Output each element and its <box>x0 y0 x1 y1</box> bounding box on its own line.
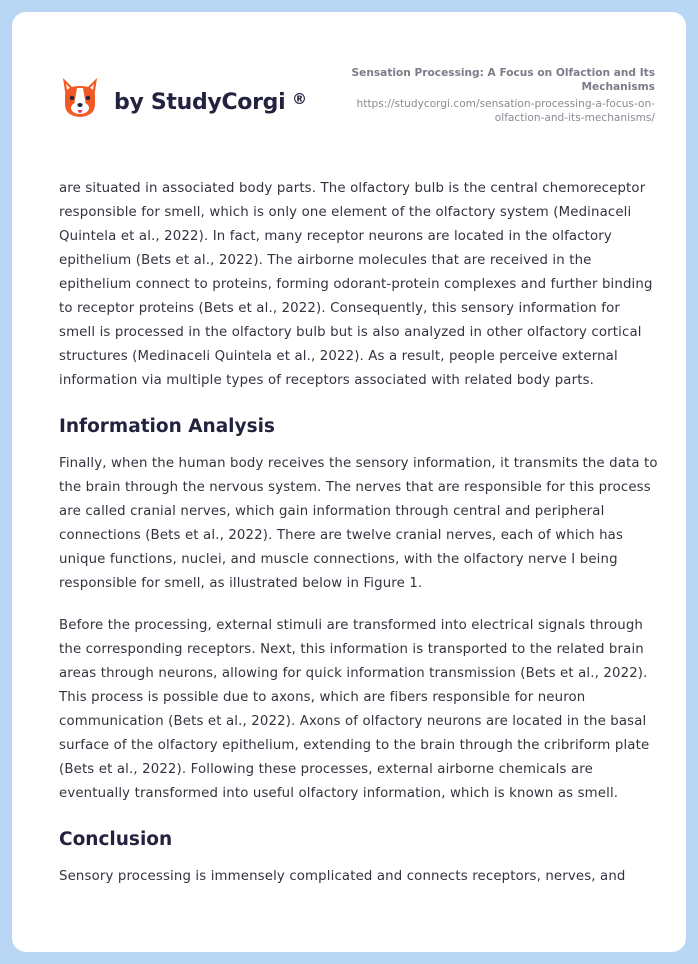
studycorgi-logo[interactable] <box>60 76 307 120</box>
paragraph-cranial-nerves: Finally, when the human body receives the sensory information, it transmits the data to the brain through the nervous system. The nerves that are responsible for this process are called cranial nerves, which gain information through central and peripheral connections (Bets et al., 2022). There are twelve cranial nerves, each of which has unique functions, nuclei, and muscle connections, with the olfactory nerve I being responsible for smell, as illustrated below in Figure 1. <box>59 456 658 591</box>
document-title: Sensation Processing: A Focus on Olfaction and Its Mechanisms <box>351 67 655 93</box>
registered-mark: ® <box>292 90 307 108</box>
heading-conclusion: Conclusion <box>59 829 173 850</box>
document-page <box>12 12 686 952</box>
document-url[interactable]: https://studycorgi.com/sensation-processing-a-focus-on-olfaction-and-its-mechanisms/ <box>356 98 655 124</box>
corgi-icon <box>60 76 100 120</box>
paragraph-conclusion: Sensory processing is immensely complicated and connects receptors, nerves, and <box>59 869 626 884</box>
heading-information-analysis: Information Analysis <box>59 416 275 437</box>
document-body <box>59 177 659 907</box>
intro-paragraph: are situated in associated body parts. The olfactory bulb is the central chemoreceptor responsible for smell, which is only one element of the olfactory system (Medinaceli Quintela et al., 2022). In fact, many receptor neurons are located in the olfactory epithelium (Bets et al., 2022). The airborne molecules that are received in the epithelium connect to proteins, forming odorant-protein complexes and further binding to receptor proteins (Bets et al., 2022). Consequently, this sensory information for smell is processed in the olfactory bulb but is also analyzed in other olfactory cortical structures (Medinaceli Quintela et al., 2022). As a result, people perceive external information via multiple types of receptors associated with related body parts. <box>59 181 653 388</box>
brand-name: by StudyCorgi <box>114 89 286 115</box>
paragraph-processing: Before the processing, external stimuli are transformed into electrical signals through the corresponding receptors. Next, this information is transported to the related brain areas through neurons, allowing for quick information transmission (Bets et al., 2022). This process is possible due to axons, which are fibers responsible for neuron communication (Bets et al., 2022). Axons of olfactory neurons are located in the basal surface of the olfactory epithelium, extending to the brain through the cribriform plate (Bets et al., 2022). Following these processes, external airborne chemicals are eventually transformed into useful olfactory information, which is known as smell. <box>59 618 650 801</box>
document-reference <box>325 66 655 125</box>
